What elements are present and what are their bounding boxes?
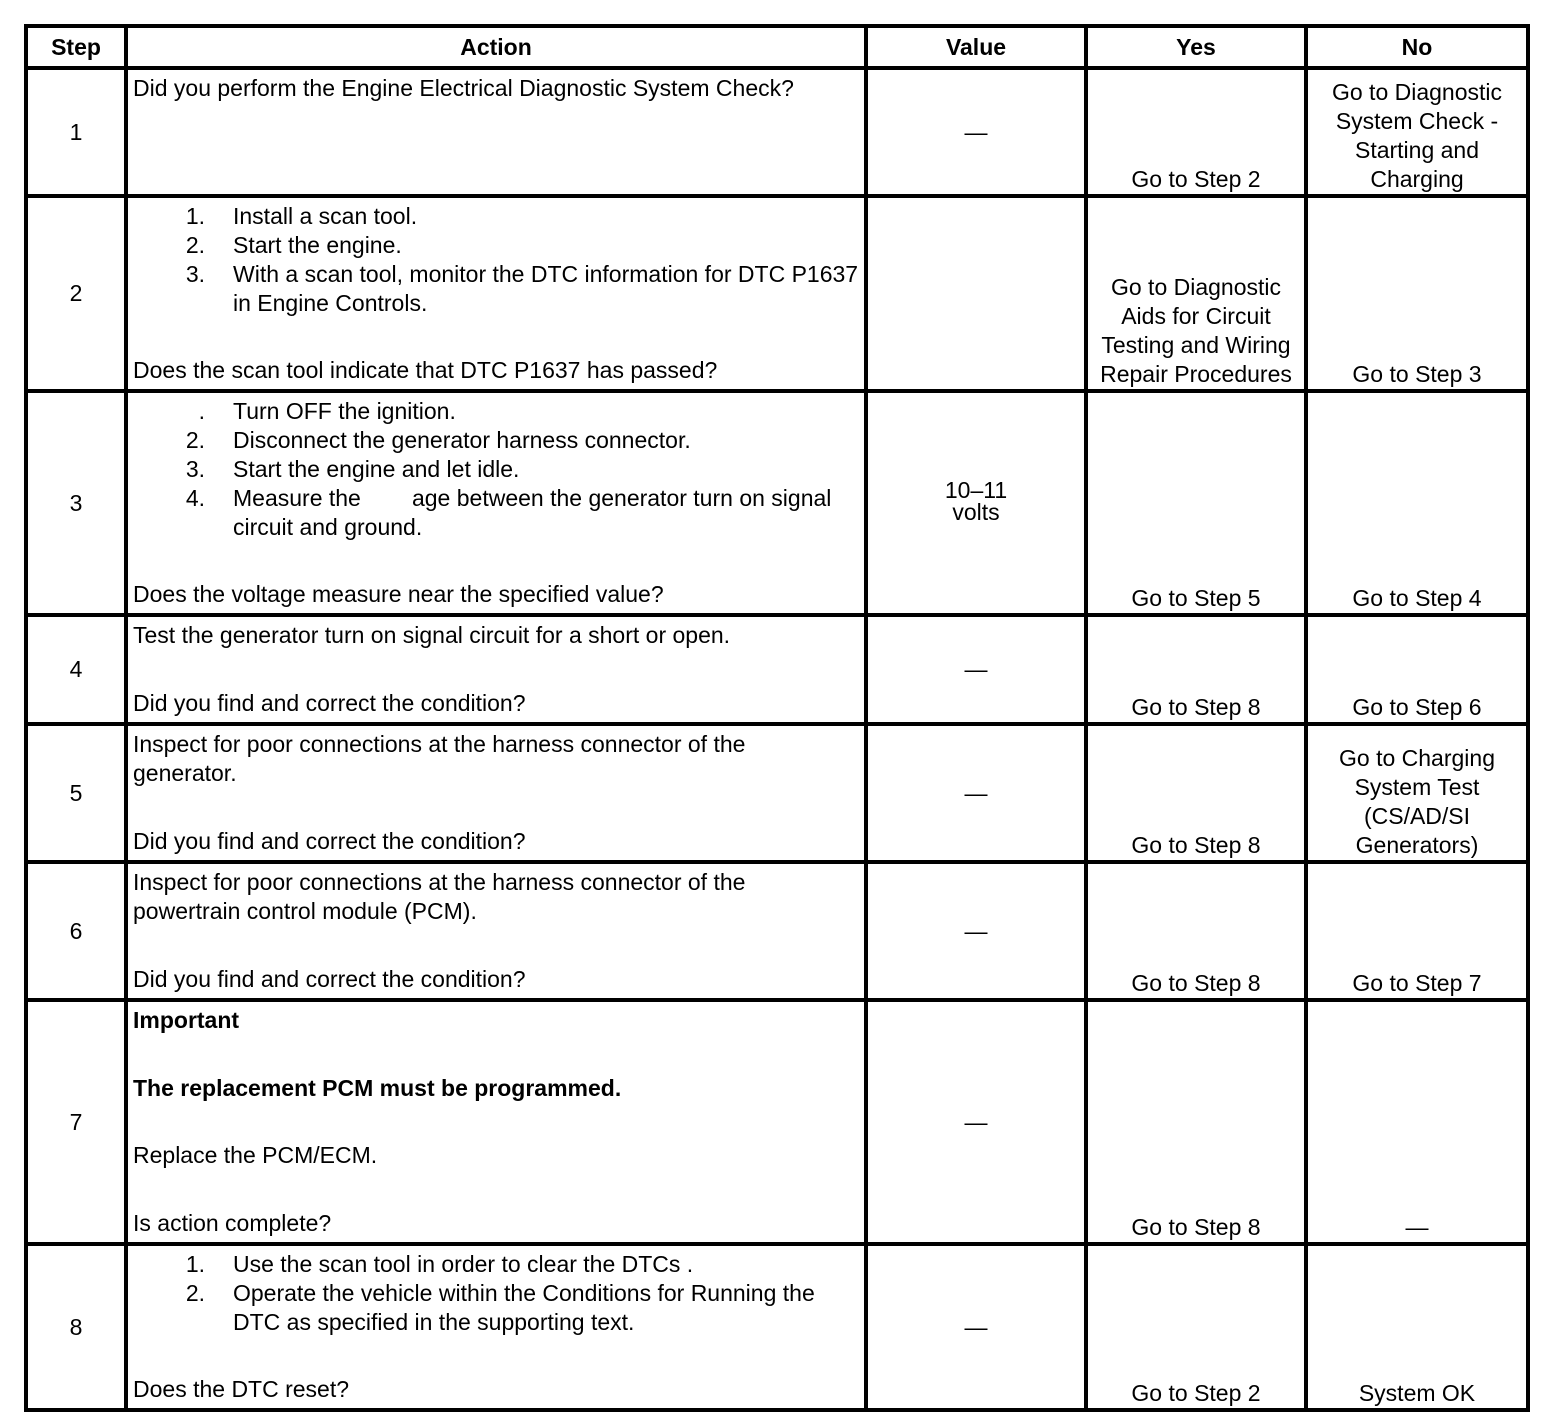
- no-cell: Go to Diagnostic System Check - Starting and Charging: [1306, 68, 1528, 196]
- header-step: Step: [26, 26, 126, 68]
- step-number: 2: [26, 196, 126, 391]
- step-number: 4: [26, 615, 126, 724]
- list-item: [133, 426, 864, 455]
- value-text: —: [964, 118, 988, 145]
- important-label: Important: [133, 1007, 240, 1033]
- value-text: —: [964, 656, 988, 682]
- item-text: Disconnect the generator harness connector.: [233, 427, 691, 453]
- item-number: 1.: [185, 203, 205, 229]
- value-text: —: [964, 917, 988, 944]
- action-text: Test the generator turn on signal circuit for a short or open.: [133, 622, 731, 648]
- yes-cell: Go to Step 5: [1086, 391, 1306, 615]
- value-text: —: [964, 1108, 988, 1135]
- item-text: Install a scan tool.: [233, 203, 418, 229]
- table-row: [26, 862, 1528, 1000]
- action-question: Did you find and correct the condition?: [133, 966, 526, 992]
- item-text: Use the scan tool in order to clear the DTCs .: [233, 1251, 694, 1277]
- step-number: 7: [26, 1000, 126, 1244]
- list-item: [133, 260, 864, 318]
- no-cell: —: [1306, 1000, 1528, 1244]
- item-number: .: [198, 398, 205, 424]
- no-cell: Go to Charging System Test (CS/AD/SI Generators): [1306, 724, 1528, 862]
- action-text: Replace the PCM/ECM.: [133, 1142, 378, 1169]
- table-row: [26, 615, 1528, 724]
- table-row: [26, 68, 1528, 196]
- value-text: —: [964, 779, 988, 806]
- item-text: Start the engine and let idle.: [233, 456, 520, 482]
- item-number: 4.: [185, 485, 205, 511]
- yes-cell: Go to Step 8: [1086, 1000, 1306, 1244]
- value-cell: [866, 1000, 1086, 1244]
- item-number: 2.: [185, 427, 205, 453]
- table-row: [26, 724, 1528, 862]
- item-text: Measure the age between the generator turn on signal circuit and ground.: [233, 485, 838, 540]
- item-number: 3.: [185, 261, 205, 287]
- no-cell: Go to Step 6: [1306, 615, 1528, 724]
- yes-cell: Go to Step 8: [1086, 862, 1306, 1000]
- yes-cell: Go to Step 8: [1086, 615, 1306, 724]
- step-number: 5: [26, 724, 126, 862]
- action-question: Is action complete?: [133, 1209, 332, 1236]
- value-cell: [866, 615, 1086, 724]
- action-question: Did you find and correct the condition?: [133, 690, 526, 716]
- no-cell: Go to Step 3: [1306, 196, 1528, 391]
- value-cell: [866, 68, 1086, 196]
- header-action: Action: [126, 26, 866, 68]
- no-cell: Go to Step 7: [1306, 862, 1528, 1000]
- item-number: 2.: [185, 232, 205, 258]
- header-yes: Yes: [1086, 26, 1306, 68]
- value-cell: [866, 196, 1086, 391]
- action-steps: [133, 202, 864, 318]
- item-text: Start the engine.: [233, 232, 402, 258]
- action-question: Does the voltage measure near the specified value?: [133, 581, 664, 607]
- step-number: 6: [26, 862, 126, 1000]
- list-item: [133, 231, 864, 260]
- action-cell: [126, 862, 866, 1000]
- list-item: [133, 455, 864, 484]
- yes-cell: Go to Step 2: [1086, 1244, 1306, 1410]
- diagnostic-table: [24, 24, 1530, 1412]
- value-cell: [866, 724, 1086, 862]
- item-number: 3.: [185, 456, 205, 482]
- header-no: No: [1306, 26, 1528, 68]
- list-item: [133, 1279, 864, 1337]
- step-number: 1: [26, 68, 126, 196]
- header-row: [26, 26, 1528, 68]
- no-cell: Go to Step 4: [1306, 391, 1528, 615]
- important-note: The replacement PCM must be programmed.: [133, 1074, 622, 1101]
- action-cell: [126, 724, 866, 862]
- action-cell: [126, 1000, 866, 1244]
- value-cell: [866, 1244, 1086, 1410]
- item-text: Operate the vehicle within the Conditions for Running the DTC as specified in the supporting text.: [233, 1280, 815, 1335]
- action-steps: [133, 1250, 864, 1337]
- action-text: Inspect for poor connections at the harness connector of the generator.: [133, 731, 746, 786]
- list-item: [133, 1250, 864, 1279]
- value-cell: [866, 391, 1086, 615]
- list-item: [133, 397, 864, 426]
- table-row: [26, 1000, 1528, 1244]
- list-item: [133, 484, 864, 542]
- action-cell: [126, 68, 866, 196]
- action-cell: [126, 196, 866, 391]
- action-question: Does the DTC reset?: [133, 1376, 350, 1402]
- action-steps: [133, 397, 864, 542]
- action-cell: [126, 615, 866, 724]
- action-text: Inspect for poor connections at the harness connector of the powertrain control module (PCM).: [133, 869, 746, 924]
- action-cell: [126, 1244, 866, 1410]
- table-row: [26, 1244, 1528, 1410]
- step-number: 3: [26, 391, 126, 615]
- yes-cell: Go to Step 8: [1086, 724, 1306, 862]
- action-question: Does the scan tool indicate that DTC P1637 has passed?: [133, 357, 718, 383]
- item-number: 1.: [185, 1251, 205, 1277]
- value-cell: [866, 862, 1086, 1000]
- table-row: [26, 391, 1528, 615]
- value-text: 10–11 volts: [944, 477, 1008, 525]
- yes-cell: Go to Diagnostic Aids for Circuit Testing and Wiring Repair Procedures: [1086, 196, 1306, 391]
- value-text: —: [964, 1313, 988, 1340]
- item-text: With a scan tool, monitor the DTC information for DTC P1637 in Engine Controls.: [233, 261, 859, 316]
- no-cell: System OK: [1306, 1244, 1528, 1410]
- action-text: Did you perform the Engine Electrical Diagnostic System Check?: [133, 75, 794, 101]
- action-question: Did you find and correct the condition?: [133, 828, 526, 854]
- table-row: [26, 196, 1528, 391]
- item-text: Turn OFF the ignition.: [233, 398, 456, 424]
- header-value: Value: [866, 26, 1086, 68]
- step-number: 8: [26, 1244, 126, 1410]
- action-cell: [126, 391, 866, 615]
- yes-cell: Go to Step 2: [1086, 68, 1306, 196]
- list-item: [133, 202, 864, 231]
- item-number: 2.: [185, 1280, 205, 1306]
